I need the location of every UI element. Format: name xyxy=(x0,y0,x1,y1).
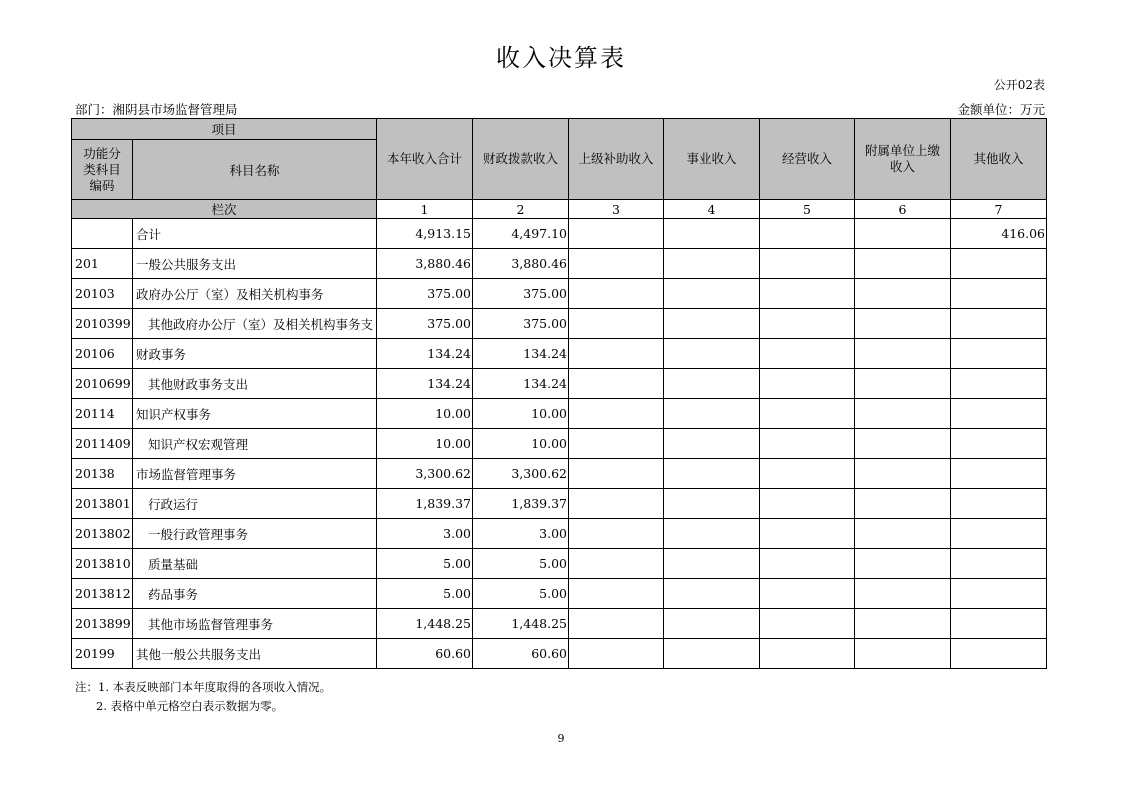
cell-col-7 xyxy=(951,339,1047,369)
cell-col-1: 1,448.25 xyxy=(377,609,473,639)
cell-col-3 xyxy=(569,579,664,609)
cell-col-5 xyxy=(760,249,855,279)
cell-func-code: 20114 xyxy=(72,399,133,429)
cell-col-1: 5.00 xyxy=(377,549,473,579)
cell-col-5 xyxy=(760,429,855,459)
cell-col-4 xyxy=(664,339,760,369)
cell-col-4 xyxy=(664,519,760,549)
cell-col-3 xyxy=(569,219,664,249)
cell-col-3 xyxy=(569,249,664,279)
cell-col-5 xyxy=(760,279,855,309)
cell-col-3 xyxy=(569,639,664,669)
cell-subject-name: 质量基础 xyxy=(133,549,377,579)
cell-col-6 xyxy=(855,399,951,429)
cell-col-7 xyxy=(951,609,1047,639)
cell-col-4 xyxy=(664,309,760,339)
cell-col-4 xyxy=(664,219,760,249)
cell-col-1: 4,913.15 xyxy=(377,219,473,249)
col-number-5: 5 xyxy=(760,200,855,219)
header-lanci: 栏次 xyxy=(72,200,377,219)
col-number-4: 4 xyxy=(664,200,760,219)
header-func-code: 功能分类科目编码 xyxy=(72,140,133,200)
cell-col-2: 134.24 xyxy=(473,339,569,369)
cell-col-2: 134.24 xyxy=(473,369,569,399)
table-row xyxy=(72,309,1047,339)
cell-col-5 xyxy=(760,309,855,339)
cell-func-code: 2013810 xyxy=(72,549,133,579)
cell-subject-name: 药品事务 xyxy=(133,579,377,609)
cell-subject-name: 其他一般公共服务支出 xyxy=(133,639,377,669)
cell-col-2: 375.00 xyxy=(473,279,569,309)
cell-col-6 xyxy=(855,279,951,309)
table-row xyxy=(72,369,1047,399)
cell-subject-name: 其他财政事务支出 xyxy=(133,369,377,399)
cell-subject-name: 知识产权事务 xyxy=(133,399,377,429)
cell-func-code: 201 xyxy=(72,249,133,279)
table-row xyxy=(72,429,1047,459)
cell-col-6 xyxy=(855,369,951,399)
col-number-2: 2 xyxy=(473,200,569,219)
cell-subject-name: 财政事务 xyxy=(133,339,377,369)
cell-col-1: 375.00 xyxy=(377,279,473,309)
table-row xyxy=(72,279,1047,309)
cell-col-3 xyxy=(569,459,664,489)
table-header xyxy=(72,119,1047,219)
table-row xyxy=(72,249,1047,279)
col-number-6: 6 xyxy=(855,200,951,219)
cell-col-5 xyxy=(760,459,855,489)
cell-col-7 xyxy=(951,639,1047,669)
cell-col-7 xyxy=(951,249,1047,279)
cell-func-code xyxy=(72,219,133,249)
header-subject-name: 科目名称 xyxy=(133,140,377,200)
cell-col-6 xyxy=(855,489,951,519)
header-col-5: 经营收入 xyxy=(760,119,855,200)
form-number: 公开02表 xyxy=(993,78,1045,92)
page-title: 收入决算表 xyxy=(496,44,626,72)
cell-col-2: 3,300.62 xyxy=(473,459,569,489)
cell-func-code: 2013802 xyxy=(72,519,133,549)
cell-col-2: 1,839.37 xyxy=(473,489,569,519)
cell-col-7 xyxy=(951,579,1047,609)
cell-func-code: 2013801 xyxy=(72,489,133,519)
cell-col-4 xyxy=(664,429,760,459)
table-body xyxy=(72,219,1047,669)
cell-func-code: 2013812 xyxy=(72,579,133,609)
header-col-3: 上级补助收入 xyxy=(569,119,664,200)
cell-col-3 xyxy=(569,399,664,429)
cell-col-3 xyxy=(569,279,664,309)
cell-col-3 xyxy=(569,609,664,639)
cell-func-code: 20199 xyxy=(72,639,133,669)
table-row xyxy=(72,489,1047,519)
cell-func-code: 20138 xyxy=(72,459,133,489)
table-notes xyxy=(75,678,331,716)
header-col-2: 财政拨款收入 xyxy=(473,119,569,200)
cell-col-7 xyxy=(951,279,1047,309)
cell-subject-name: 一般行政管理事务 xyxy=(133,519,377,549)
cell-col-2: 60.60 xyxy=(473,639,569,669)
cell-col-5 xyxy=(760,519,855,549)
cell-col-7: 416.06 xyxy=(951,219,1047,249)
cell-col-3 xyxy=(569,549,664,579)
cell-col-5 xyxy=(760,339,855,369)
header-col-1: 本年收入合计 xyxy=(377,119,473,200)
table-row xyxy=(72,639,1047,669)
cell-col-5 xyxy=(760,579,855,609)
cell-col-6 xyxy=(855,309,951,339)
cell-col-1: 134.24 xyxy=(377,369,473,399)
cell-col-7 xyxy=(951,549,1047,579)
cell-func-code: 2010399 xyxy=(72,309,133,339)
cell-col-4 xyxy=(664,249,760,279)
cell-col-2: 3.00 xyxy=(473,519,569,549)
table-row xyxy=(72,339,1047,369)
cell-col-6 xyxy=(855,339,951,369)
cell-col-1: 10.00 xyxy=(377,429,473,459)
table-row xyxy=(72,549,1047,579)
cell-col-2: 5.00 xyxy=(473,549,569,579)
cell-col-3 xyxy=(569,309,664,339)
cell-col-1: 375.00 xyxy=(377,309,473,339)
cell-col-4 xyxy=(664,489,760,519)
cell-col-2: 5.00 xyxy=(473,579,569,609)
cell-col-5 xyxy=(760,369,855,399)
cell-col-1: 3,880.46 xyxy=(377,249,473,279)
cell-col-4 xyxy=(664,609,760,639)
cell-col-7 xyxy=(951,429,1047,459)
header-project: 项目 xyxy=(72,119,377,140)
cell-col-4 xyxy=(664,279,760,309)
cell-func-code: 20106 xyxy=(72,339,133,369)
col-number-3: 3 xyxy=(569,200,664,219)
cell-col-3 xyxy=(569,339,664,369)
cell-col-1: 5.00 xyxy=(377,579,473,609)
cell-col-5 xyxy=(760,549,855,579)
header-col-6: 附属单位上缴收入 xyxy=(855,119,951,200)
cell-col-1: 60.60 xyxy=(377,639,473,669)
cell-col-5 xyxy=(760,639,855,669)
cell-func-code: 2010699 xyxy=(72,369,133,399)
header-col-7: 其他收入 xyxy=(951,119,1047,200)
cell-col-1: 10.00 xyxy=(377,399,473,429)
cell-col-4 xyxy=(664,369,760,399)
cell-col-4 xyxy=(664,399,760,429)
cell-col-6 xyxy=(855,459,951,489)
income-final-accounts-table xyxy=(71,118,1047,669)
cell-col-7 xyxy=(951,369,1047,399)
cell-col-6 xyxy=(855,249,951,279)
cell-col-3 xyxy=(569,489,664,519)
cell-col-2: 10.00 xyxy=(473,429,569,459)
cell-col-6 xyxy=(855,219,951,249)
cell-col-2: 10.00 xyxy=(473,399,569,429)
cell-col-4 xyxy=(664,459,760,489)
note-2: 2. 表格中单元格空白表示数据为零。 xyxy=(96,699,284,713)
cell-col-5 xyxy=(760,219,855,249)
cell-col-6 xyxy=(855,519,951,549)
cell-col-7 xyxy=(951,309,1047,339)
cell-func-code: 2013899 xyxy=(72,609,133,639)
cell-subject-name: 合计 xyxy=(133,219,377,249)
cell-col-1: 3,300.62 xyxy=(377,459,473,489)
cell-col-4 xyxy=(664,549,760,579)
cell-col-6 xyxy=(855,609,951,639)
cell-col-3 xyxy=(569,519,664,549)
table-row xyxy=(72,459,1047,489)
department-label: 部门：湘阴县市场监督管理局 xyxy=(75,102,238,117)
cell-col-3 xyxy=(569,429,664,459)
cell-col-7 xyxy=(951,519,1047,549)
cell-col-5 xyxy=(760,399,855,429)
cell-col-2: 1,448.25 xyxy=(473,609,569,639)
cell-subject-name: 市场监督管理事务 xyxy=(133,459,377,489)
cell-col-1: 1,839.37 xyxy=(377,489,473,519)
table-row xyxy=(72,399,1047,429)
cell-col-7 xyxy=(951,489,1047,519)
note-1: 注：1. 本表反映部门本年度取得的各项收入情况。 xyxy=(75,680,332,694)
cell-col-2: 375.00 xyxy=(473,309,569,339)
table-row xyxy=(72,219,1047,249)
cell-col-2: 4,497.10 xyxy=(473,219,569,249)
cell-func-code: 20103 xyxy=(72,279,133,309)
cell-col-4 xyxy=(664,579,760,609)
cell-col-6 xyxy=(855,549,951,579)
table-row xyxy=(72,609,1047,639)
cell-col-2: 3,880.46 xyxy=(473,249,569,279)
cell-col-6 xyxy=(855,429,951,459)
table-row xyxy=(72,519,1047,549)
cell-subject-name: 行政运行 xyxy=(133,489,377,519)
cell-col-7 xyxy=(951,459,1047,489)
cell-func-code: 2011409 xyxy=(72,429,133,459)
table-row xyxy=(72,579,1047,609)
cell-subject-name: 其他市场监督管理事务 xyxy=(133,609,377,639)
cell-subject-name: 一般公共服务支出 xyxy=(133,249,377,279)
cell-col-1: 3.00 xyxy=(377,519,473,549)
cell-col-3 xyxy=(569,369,664,399)
cell-subject-name: 知识产权宏观管理 xyxy=(133,429,377,459)
cell-col-4 xyxy=(664,639,760,669)
cell-col-1: 134.24 xyxy=(377,339,473,369)
cell-col-5 xyxy=(760,609,855,639)
amount-unit-label: 金额单位：万元 xyxy=(957,102,1045,117)
header-col-4: 事业收入 xyxy=(664,119,760,200)
cell-subject-name: 政府办公厅（室）及相关机构事务 xyxy=(133,279,377,309)
cell-subject-name: 其他政府办公厅（室）及相关机构事务支 xyxy=(133,309,377,339)
cell-col-6 xyxy=(855,639,951,669)
col-number-1: 1 xyxy=(377,200,473,219)
col-number-7: 7 xyxy=(951,200,1047,219)
cell-col-6 xyxy=(855,579,951,609)
cell-col-7 xyxy=(951,399,1047,429)
page-number: 9 xyxy=(557,732,565,745)
cell-col-5 xyxy=(760,489,855,519)
